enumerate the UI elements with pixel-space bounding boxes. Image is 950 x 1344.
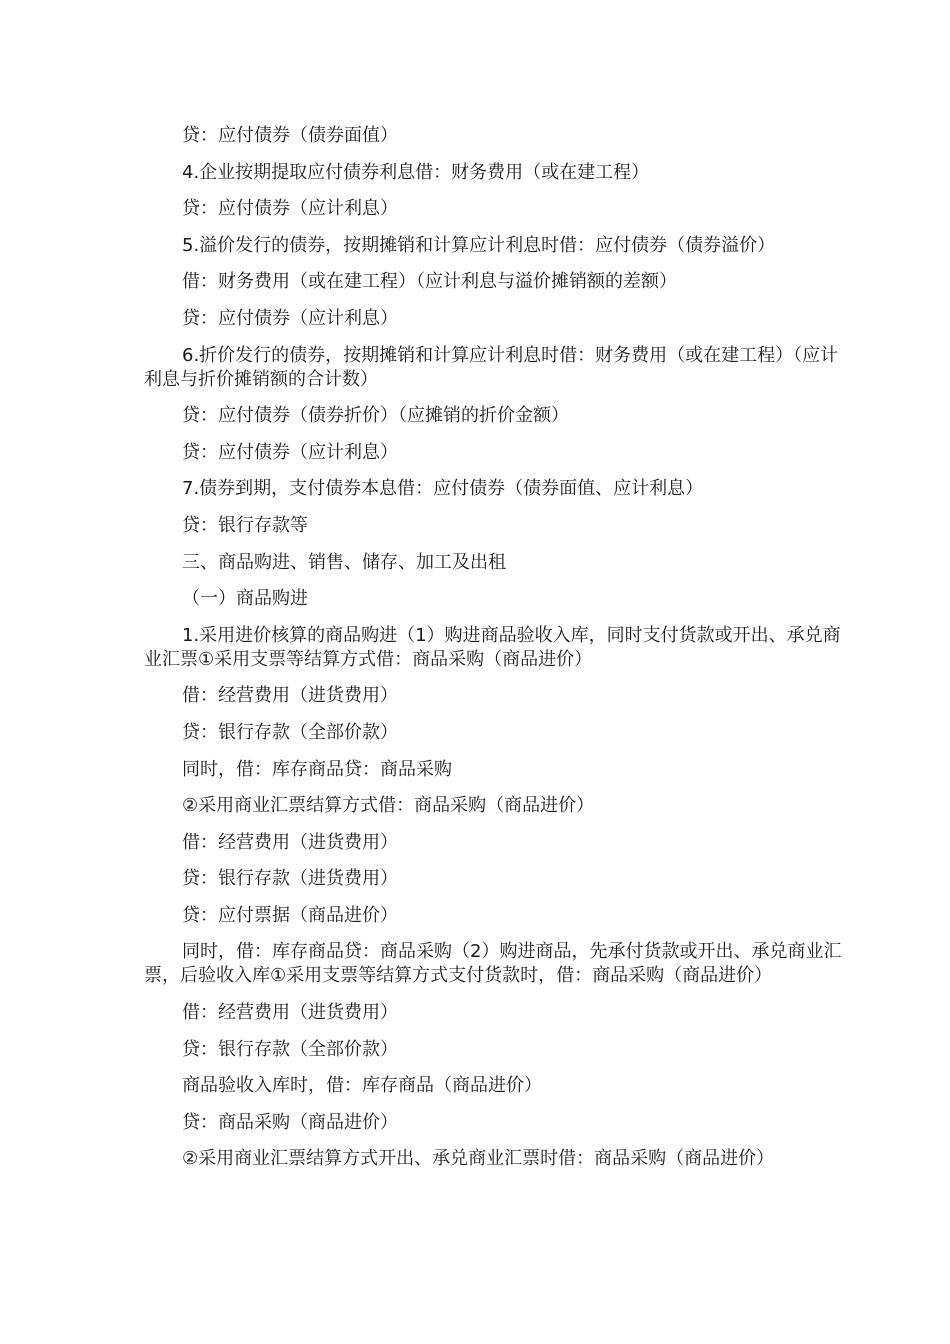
paragraph: 5.溢价发行的债券，按期摊销和计算应计利息时借：应付债券（债券溢价） xyxy=(182,234,776,256)
subsection-heading: （一）商品购进 xyxy=(182,588,308,610)
paragraph: 贷：银行存款（全部价款） xyxy=(182,721,398,743)
paragraph: 借：经营费用（进货费用） xyxy=(182,831,398,853)
paragraph: 贷：应付债券（债券面值） xyxy=(182,125,398,146)
section-heading: 三、商品购进、销售、储存、加工及出租 xyxy=(182,551,506,573)
paragraph: 同时，借：库存商品贷：商品采购 xyxy=(182,758,452,780)
paragraph: 借：财务费用（或在建工程）（应计利息与溢价摊销额的差额） xyxy=(182,271,677,293)
paragraph: 贷：应付票据（商品进价） xyxy=(182,904,398,926)
paragraph: 借：经营费用（进货费用） xyxy=(182,685,398,707)
paragraph: 借：经营费用（进货费用） xyxy=(182,1002,398,1024)
document-body xyxy=(144,124,844,1184)
paragraph: 1.采用进价核算的商品购进（1）购进商品验收入库，同时支付货款或开出、承兑商业汇票①采用支票等结算方式借：商品采购（商品进价） xyxy=(144,624,841,670)
paragraph: 贷：银行存款等 xyxy=(182,514,308,536)
paragraph: 贷：应付债券（债券折价）（应摊销的折价金额） xyxy=(182,405,569,427)
paragraph: 贷：应付债券（应计利息） xyxy=(182,307,398,329)
paragraph: ②采用商业汇票结算方式开出、承兑商业汇票时借：商品采购（商品进价） xyxy=(182,1148,775,1170)
paragraph: 贷：应付债券（应计利息） xyxy=(182,198,398,220)
paragraph: 同时，借：库存商品贷：商品采购（2）购进商品，先承付货款或开出、承兑商业汇票，后验收入库①采用支票等结算方式支付货款时，借：商品采购（商品进价） xyxy=(144,941,842,987)
paragraph: 贷：应付债券（应计利息） xyxy=(182,441,398,463)
paragraph: ②采用商业汇票结算方式借：商品采购（商品进价） xyxy=(182,795,595,817)
paragraph: 商品验收入库时，借：库存商品（商品进价） xyxy=(182,1075,542,1097)
paragraph: 贷：银行存款（进货费用） xyxy=(182,868,398,890)
paragraph: 贷：商品采购（商品进价） xyxy=(182,1111,398,1133)
paragraph: 4.企业按期提取应付债券利息借：财务费用（或在建工程） xyxy=(182,161,650,183)
paragraph: 贷：银行存款（全部价款） xyxy=(182,1038,398,1060)
paragraph: 6.折价发行的债券，按期摊销和计算应计利息时借：财务费用（或在建工程）（应计利息与折价摊销额的合计数） xyxy=(144,344,839,390)
paragraph: 7.债券到期，支付债券本息借：应付债券（债券面值、应计利息） xyxy=(182,478,704,500)
